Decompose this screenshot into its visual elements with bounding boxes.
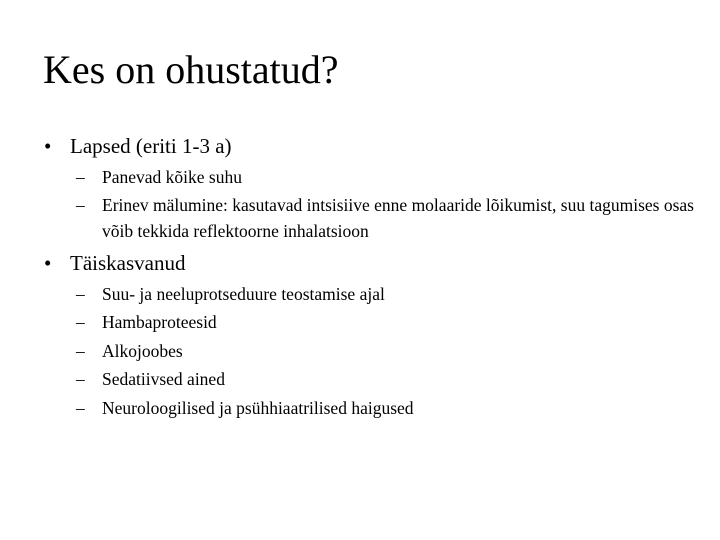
list-item: Erinev mälumine: kasutavad intsisiive enne molaaride lõikumist, suu tagumises osas võib tekkida reflektoorne inhalatsioon: [102, 195, 694, 241]
slide-title: Kes on ohustatud?: [43, 47, 339, 92]
list-item: Hambaproteesid: [102, 312, 217, 332]
dash-icon: –: [76, 195, 85, 215]
dash-icon: –: [76, 312, 85, 332]
dash-icon: –: [76, 284, 85, 304]
list-item: Panevad kõike suhu: [102, 167, 242, 187]
list-item: Suu- ja neeluprotseduure teostamise ajal: [102, 284, 385, 304]
section-label-lapsed: Lapsed (eriti 1-3 a): [70, 134, 232, 158]
dash-icon: –: [76, 398, 85, 418]
dash-icon: –: [76, 167, 85, 187]
list-item: Sedatiivsed ained: [102, 369, 225, 389]
list-item: Alkojoobes: [102, 341, 183, 361]
dash-icon: –: [76, 341, 85, 361]
section-label-taiskasvanud: Täiskasvanud: [70, 251, 186, 275]
dash-icon: –: [76, 369, 85, 389]
list-item: Neuroloogilised ja psühhiaatrilised haigused: [102, 398, 414, 418]
bullet-icon: •: [44, 251, 52, 275]
bullet-icon: •: [44, 134, 52, 158]
